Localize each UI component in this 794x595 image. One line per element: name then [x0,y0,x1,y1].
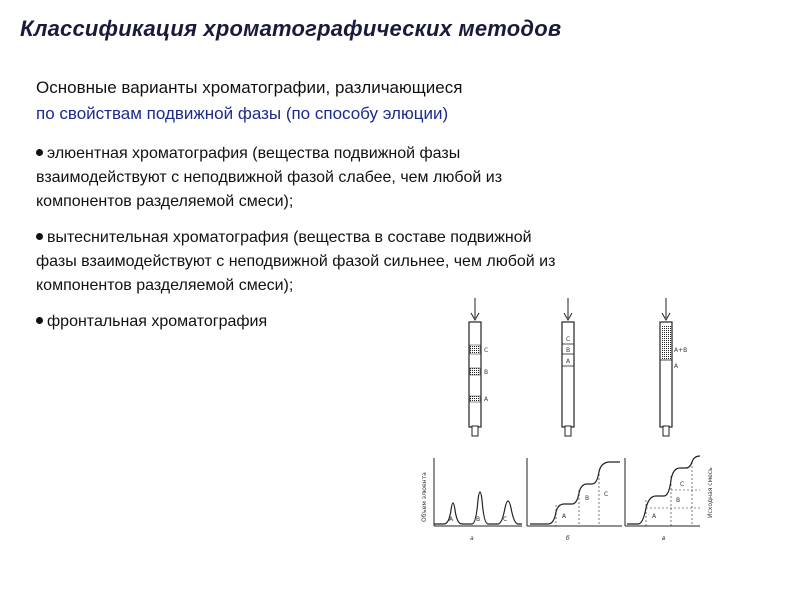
panel-letter: б [566,535,570,542]
column-3 [660,298,687,436]
column-label: A [566,358,571,365]
chart-step-label: C [680,481,685,488]
chart-step-label: A [562,513,567,520]
chart-peak-label: B [476,516,481,523]
chart-elution [421,458,522,542]
column-label: B [484,369,489,376]
column-1 [469,298,489,436]
subtitle-line-1: Основные варианты хроматографии, различающиеся [36,78,463,97]
subtitle-line-2: по свойствам подвижной фазы (по способу элюции) [36,104,449,123]
column-label: B [566,347,571,354]
y-axis-label: Объем элюента [421,472,428,522]
chart-peak-label: A [449,516,454,523]
list-item-text: компонентов разделяемой смеси); [36,193,294,210]
column-label: C [484,347,489,354]
column-label: A+B [674,347,688,354]
column-2 [562,298,574,436]
column-label: A [484,396,489,403]
panel-letter: а [470,535,474,542]
list-item-text: элюентная хроматография (вещества подвижной фазы [47,145,461,162]
list-item-text: вытеснительная хроматография (вещества в составе подвижной [47,229,532,246]
chart-peak-label: C [503,516,508,523]
panel-letter: в [662,535,666,542]
list-item-text: взаимодействуют с неподвижной фазой слабее, чем любой из [36,169,503,186]
chart-frontal [625,456,714,542]
list-item-text: компонентов разделяемой смеси); [36,277,294,294]
chart-displacement [527,458,622,542]
chart-step-label: A [652,513,657,520]
slide-title: Классификация хроматографических методов [20,16,562,41]
chart-step-label: B [585,495,590,502]
list-item-text: фронтальная хроматография [47,313,268,330]
column-label: A [674,363,679,370]
chart-step-label: B [676,497,681,504]
chart-step-label: C [604,491,609,498]
y-axis-label: Исходная смесь [707,467,714,518]
list-item-text: фазы взаимодействуют с неподвижной фазой сильнее, чем любой из [36,253,556,270]
column-label: C [566,336,571,343]
